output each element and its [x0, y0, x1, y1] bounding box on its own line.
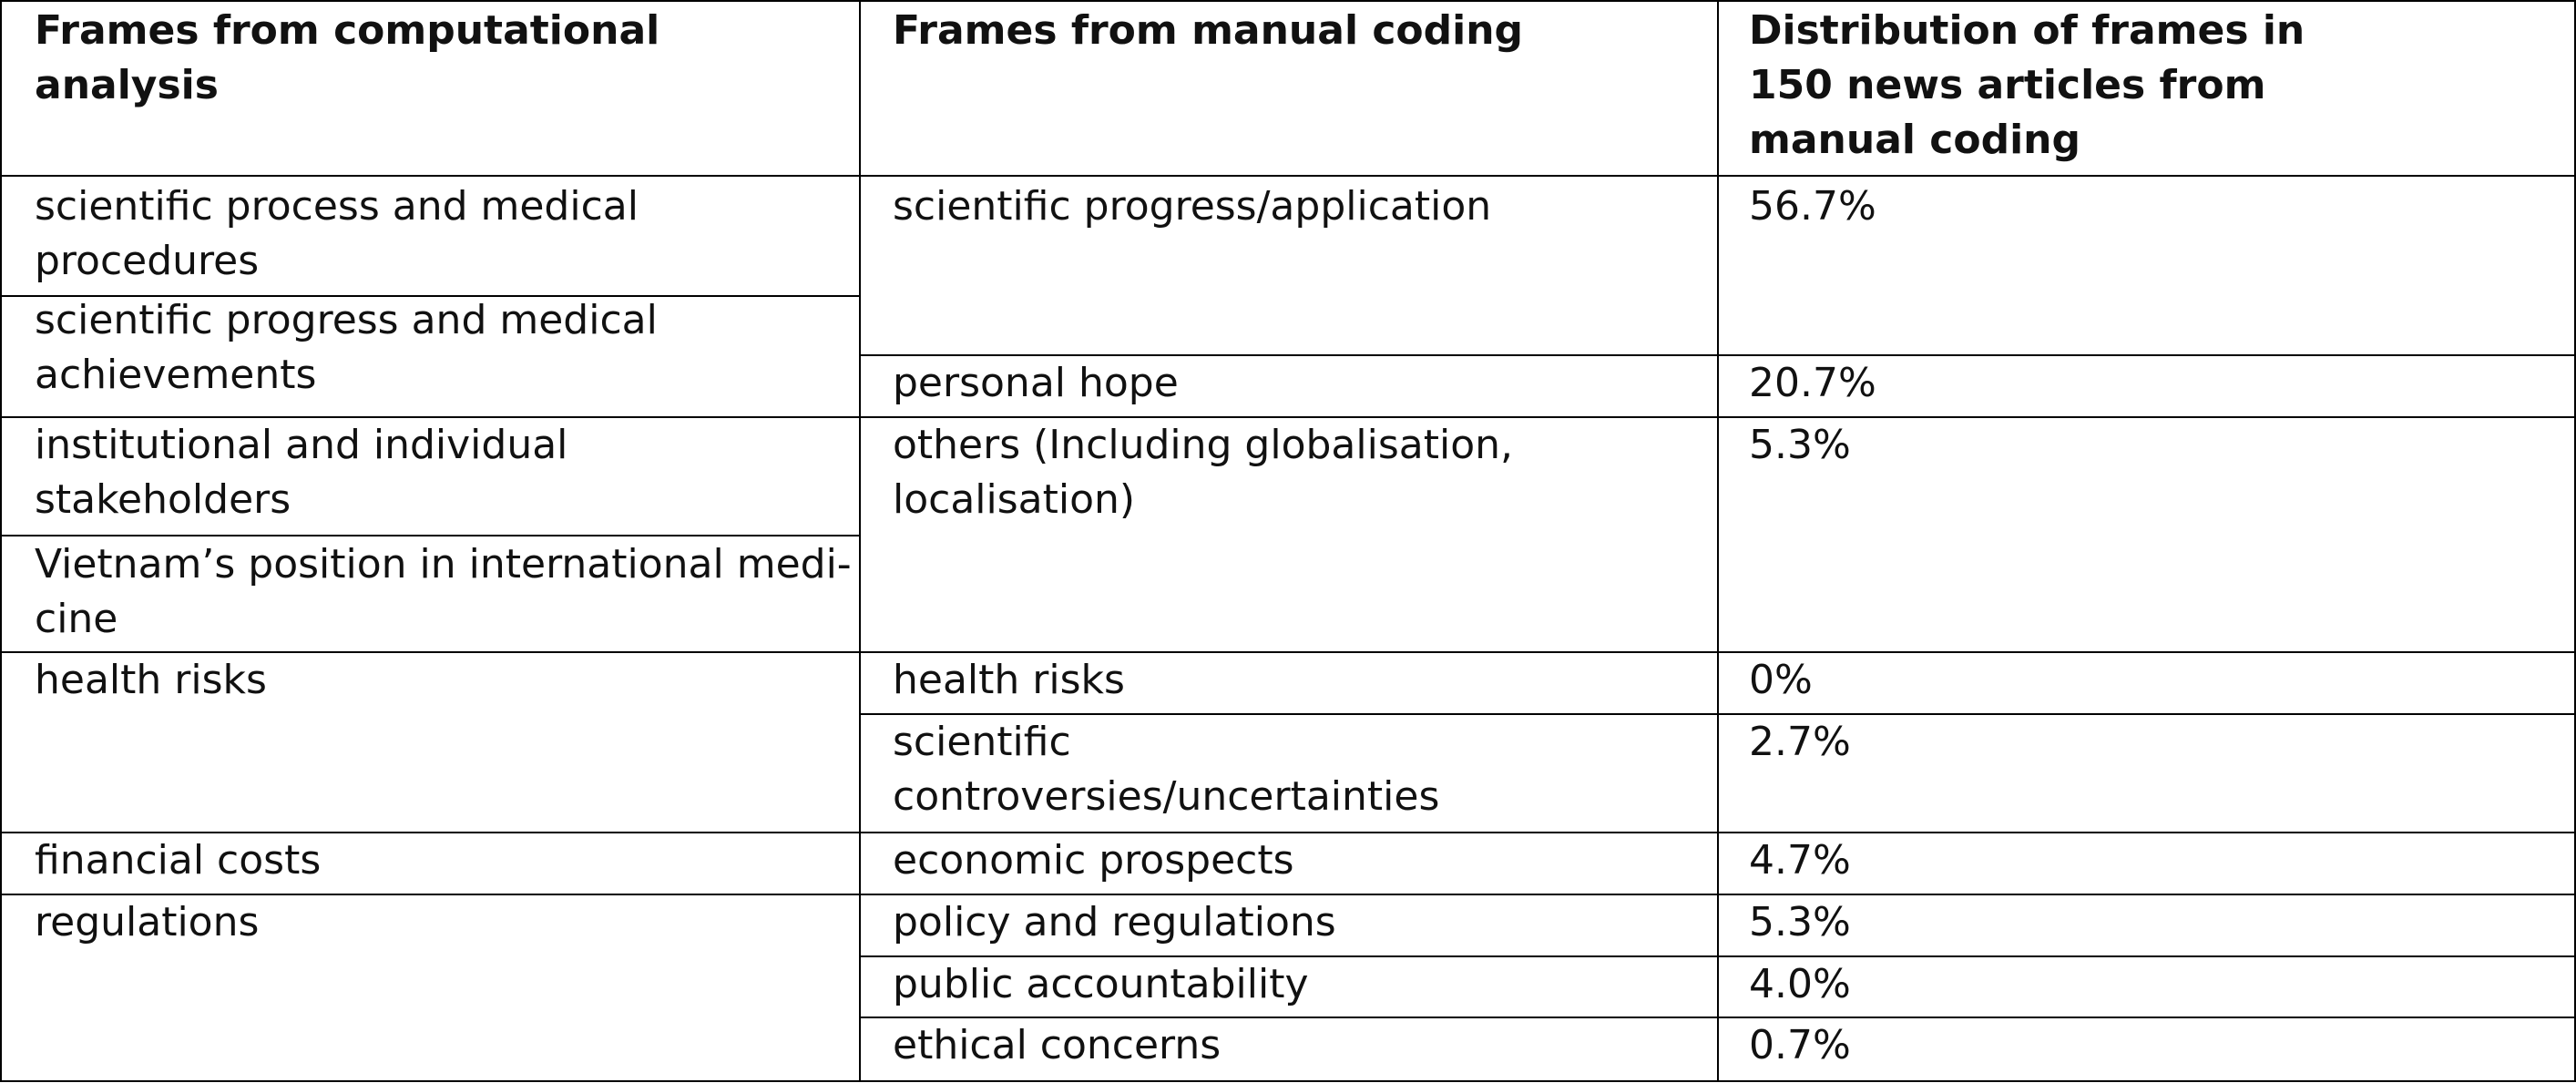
manual-frame-cell: health risks [893, 657, 1125, 703]
computational-frame-cell: regulations [35, 899, 260, 945]
manual-frame-cell: ethical concerns [893, 1022, 1222, 1068]
computational-frame-cell: health risks [35, 657, 267, 703]
distribution-cell: 2.7% [1749, 719, 1851, 765]
distribution-cell: 56.7% [1749, 183, 1876, 230]
manual-frame-cell: scientific progress/application [893, 183, 1492, 230]
manual-frame-cell: others (Including globalisation, localisation) [893, 422, 1513, 523]
manual-frame-cell: economic prospects [893, 837, 1294, 884]
distribution-cell: 5.3% [1749, 899, 1851, 945]
distribution-cell: 4.0% [1749, 961, 1851, 1007]
computational-frame-cell: financial costs [35, 837, 322, 884]
manual-frame-cell: policy and regulations [893, 899, 1336, 945]
distribution-cell: 20.7% [1749, 360, 1876, 406]
computational-frame-cell: scientific process and medical procedures [35, 183, 639, 284]
manual-frame-cell: public accountability [893, 961, 1309, 1007]
distribution-cell: 4.7% [1749, 837, 1851, 884]
header-computational-frames: Frames from computational analysis [35, 7, 660, 108]
distribution-cell: 0% [1749, 657, 1813, 703]
manual-frame-cell: scientific controversies/uncertainties [893, 719, 1440, 820]
computational-frame-cell: Vietnam’s position in international medi- cine [35, 541, 852, 642]
distribution-cell: 5.3% [1749, 422, 1851, 468]
manual-frame-cell: personal hope [893, 360, 1179, 406]
header-distribution: Distribution of frames in 150 news articles from manual coding [1749, 7, 2305, 163]
computational-frame-cell: scientific progress and medical achievements [35, 297, 658, 398]
header-manual-frames: Frames from manual coding [893, 7, 1524, 54]
computational-frame-cell: institutional and individual stakeholders [35, 422, 568, 523]
distribution-cell: 0.7% [1749, 1022, 1851, 1068]
